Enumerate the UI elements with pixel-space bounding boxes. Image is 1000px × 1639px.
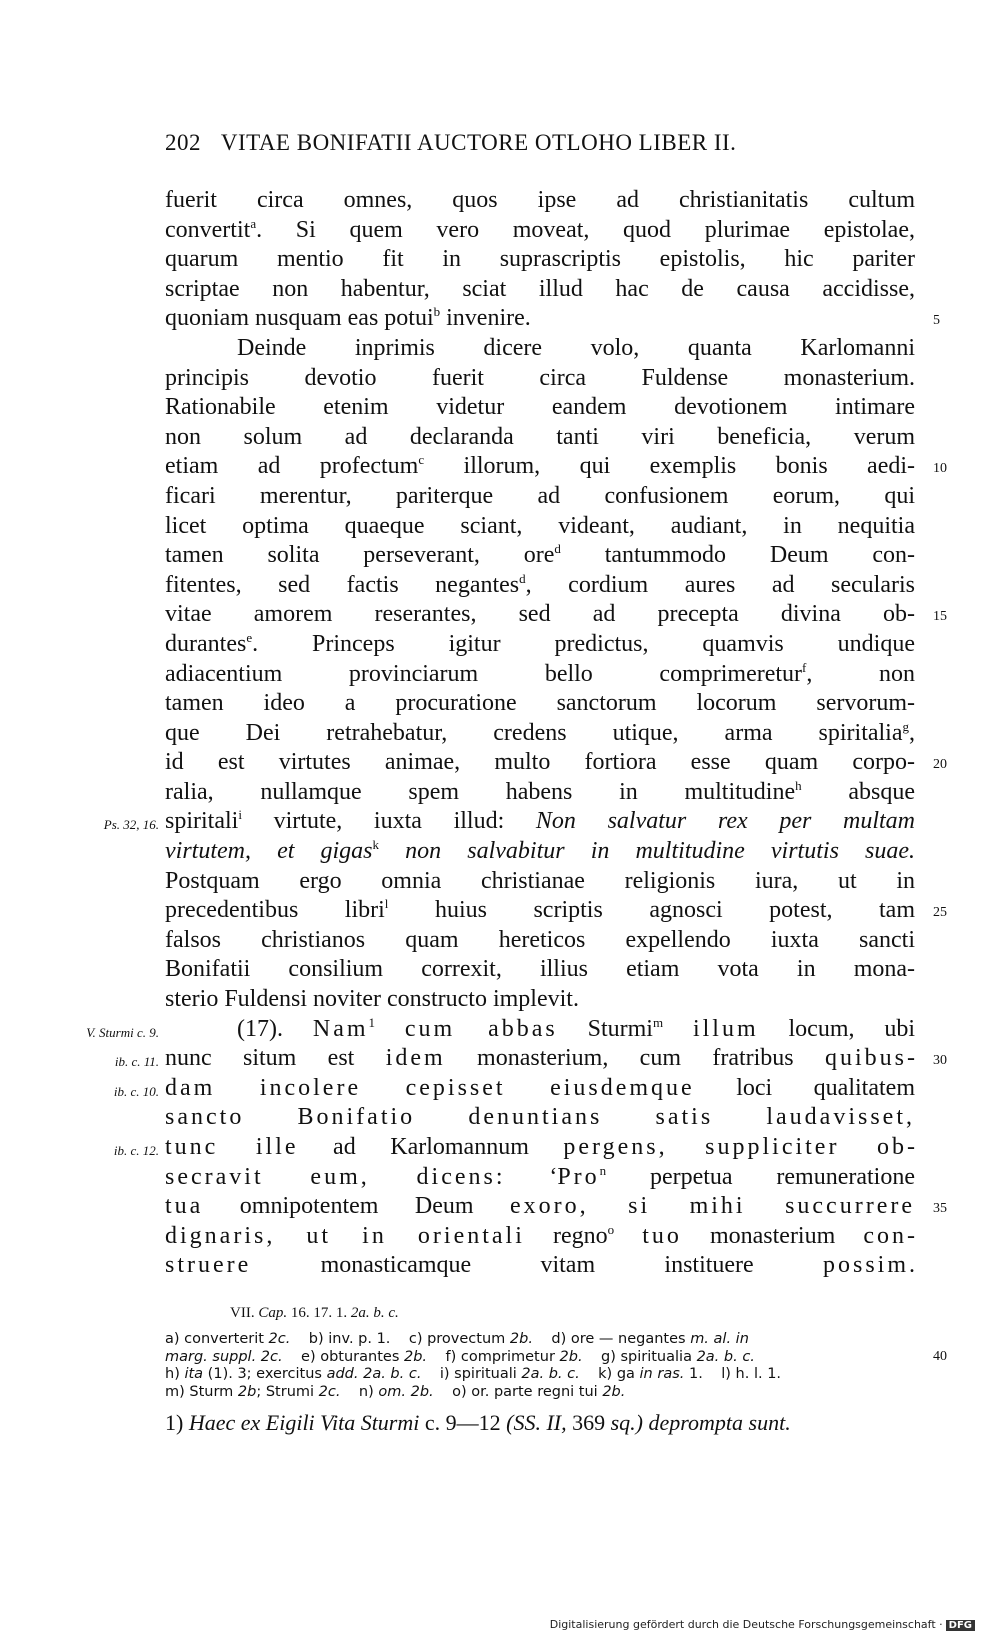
text-line bbox=[165, 334, 915, 364]
text-line bbox=[165, 867, 915, 897]
text-line bbox=[165, 364, 915, 394]
text-line bbox=[114, 1044, 947, 1074]
line-text: licet optima quaeque sciant, videant, audiant, in nequitia bbox=[165, 512, 915, 539]
apparatus-row: a) converterit 2c. b) inv. p. 1. c) provectum 2b. d) ore — negantes m. al. in bbox=[165, 1331, 749, 1347]
line-number: 15 bbox=[933, 609, 947, 625]
text-line bbox=[113, 1074, 915, 1104]
line-text: quarum mentio fit in suprascriptis epistolis, hic pariter bbox=[165, 246, 915, 273]
line-text: virtutem, et gigas$^k$ non salvabitur in multitudine virtutis suae. bbox=[165, 837, 916, 865]
line-text: id est virtutes animae, multo fortiora esse quam corpo- bbox=[165, 749, 915, 776]
footnote: 1) Haec ex Eigili Vita Sturmi c. 9—12 (SS. II, 369 sq.) deprompta sunt. bbox=[165, 1410, 791, 1435]
line-text: etiam ad profectum$^c$ illorum, qui exemplis bonis aedi- bbox=[165, 452, 916, 480]
line-text: sterio Fuldensi noviter constructo implevit. bbox=[165, 986, 579, 1013]
line-number: 35 bbox=[933, 1201, 947, 1217]
line-text: vitae amorem reserantes, sed ad precepta divina ob- bbox=[165, 601, 915, 628]
text-line bbox=[165, 1251, 915, 1281]
line-text: que Dei retrahebatur, credens utique, arma spiritalia$^g$, bbox=[165, 718, 915, 746]
line-text: Deinde inprimis dicere volo, quanta Karlomanni bbox=[237, 334, 915, 361]
text-line bbox=[165, 304, 940, 334]
text-line bbox=[165, 245, 915, 275]
margin-reference: Ps. 32, 16. bbox=[103, 817, 159, 833]
text-line bbox=[165, 541, 915, 571]
line-text: nunc situm est idem monasterium, cum fratribus quibus- bbox=[165, 1045, 916, 1072]
line-text: fitentes, sed factis negantes$^d$, cordium aures ad secularis bbox=[165, 570, 915, 598]
text-line bbox=[165, 1103, 915, 1133]
text-line bbox=[165, 660, 915, 690]
line-text: scriptae non habentur, sciat illud hac de causa accidisse, bbox=[165, 275, 915, 302]
line-text: dignaris, ut in orientali regno$^o$ tuo monasterium con- bbox=[165, 1221, 916, 1249]
line-text: Postquam ergo omnia christianae religionis iura, ut in bbox=[165, 867, 915, 894]
line-text: Rationabile etenim videtur eandem devotionem intimare bbox=[165, 394, 915, 421]
page-number: 202 bbox=[165, 130, 201, 155]
text-line bbox=[165, 748, 947, 778]
line-text: precedentibus libri$^l$ huius scriptis agnosci potest, tam bbox=[165, 896, 915, 924]
line-text: secravit eum, dicens: ‘Pro$^n$ perpetua remuneratione bbox=[165, 1162, 915, 1190]
line-text: quoniam nusquam eas potui$^b$ invenire. bbox=[165, 304, 531, 332]
text-line bbox=[165, 630, 915, 660]
text-line bbox=[165, 1192, 947, 1222]
digitization-footer bbox=[550, 1618, 975, 1631]
apparatus-row: h) ita (1). 3; exercitus add. 2a. b. c. i) spirituali 2a. b. c. k) ga in ras. 1. l) h. l. 1. bbox=[165, 1366, 782, 1382]
dfg-logo: DFG bbox=[946, 1620, 975, 1631]
line-number: 20 bbox=[933, 757, 947, 773]
text-line bbox=[165, 778, 915, 808]
footer-text: Digitalisierung gefördert durch die Deutsche Forschungsgemeinschaft · bbox=[549, 1618, 943, 1631]
apparatus-caption: VII. Cap. 16. 17. 1. 2a. b. c. bbox=[230, 1305, 399, 1321]
text-line bbox=[165, 216, 915, 246]
text-line bbox=[165, 837, 915, 867]
margin-reference: ib. c. 12. bbox=[113, 1143, 159, 1158]
running-title: VITAE BONIFATII AUCTORE OTLOHO LIBER II. bbox=[220, 130, 737, 155]
line-text: convertit$^a$. Si quem vero moveat, quod plurimae epistolae, bbox=[165, 215, 915, 243]
apparatus-row: m) Sturm 2b; Strumi 2c. n) om. 2b. o) or. parte regni tui 2b. bbox=[165, 1383, 626, 1400]
margin-reference: ib. c. 10. bbox=[113, 1083, 159, 1099]
line-text: tua omnipotentem Deum exoro, si mihi succurrere bbox=[165, 1193, 915, 1220]
text-line bbox=[165, 689, 915, 719]
text-line bbox=[165, 393, 915, 423]
line-number: 40 bbox=[933, 1348, 947, 1364]
text-line bbox=[165, 452, 947, 482]
line-text: spiritali$^i$ virtute, iuxta illud: Non salvatur rex per multam bbox=[165, 807, 915, 835]
text-line bbox=[165, 719, 915, 749]
text-line bbox=[165, 955, 915, 985]
text-line bbox=[165, 926, 915, 956]
text-line bbox=[113, 1133, 915, 1163]
text-line bbox=[103, 807, 915, 837]
line-text: fuerit circa omnes, quos ipse ad christianitatis cultum bbox=[165, 187, 915, 213]
line-text: tamen ideo a procuratione sanctorum locorum servorum- bbox=[165, 690, 915, 717]
apparatus-row: marg. suppl. 2c. e) obturantes 2b. f) comprimetur 2b. g) spiritualia 2a. b. c. bbox=[165, 1348, 755, 1365]
text-line bbox=[165, 985, 915, 1015]
text-line bbox=[165, 275, 915, 305]
text-line bbox=[165, 423, 915, 453]
line-text: Bonifatii consilium correxit, illius etiam vota in mona- bbox=[165, 956, 915, 983]
text-line bbox=[165, 482, 915, 512]
text-line bbox=[165, 571, 915, 601]
line-text: adiacentium provinciarum bello comprimeretur$^f$, non bbox=[165, 659, 915, 687]
margin-reference: V. Sturmi c. 9. bbox=[86, 1024, 159, 1040]
line-text: tunc ille ad Karlomannum pergens, suppliciter ob- bbox=[165, 1134, 915, 1160]
line-text: dam incolere cepisset eiusdemque loci qualitatem bbox=[165, 1074, 915, 1101]
line-number: 10 bbox=[933, 461, 947, 477]
line-text: tamen solita perseverant, ore$^d$ tantummodo Deum con- bbox=[165, 541, 915, 569]
text-line bbox=[165, 1163, 915, 1193]
line-text: struere monasticamque vitam instituere possim. bbox=[165, 1252, 915, 1279]
line-number: 25 bbox=[933, 905, 947, 921]
text-line bbox=[165, 896, 947, 926]
line-text: principis devotio fuerit circa Fuldense monasterium. bbox=[165, 364, 915, 391]
line-text: sancto Bonifatio denuntians satis laudavisset, bbox=[165, 1104, 915, 1131]
line-text: ralia, nullamque spem habens in multitudine$^h$ absque bbox=[165, 777, 915, 805]
text-line bbox=[165, 186, 915, 216]
main-text bbox=[86, 186, 947, 1281]
text-line bbox=[165, 512, 915, 542]
line-text: non solum ad declaranda tanti viri beneficia, verum bbox=[165, 423, 915, 450]
text-line bbox=[165, 1222, 915, 1252]
line-text: falsos christianos quam hereticos expellendo iuxta sancti bbox=[165, 926, 915, 953]
line-text: (17). Nam$^1$ cum abbas Sturmi$^m$ illum locum, ubi bbox=[237, 1014, 916, 1042]
margin-reference: ib. c. 11. bbox=[114, 1054, 159, 1070]
text-line bbox=[86, 1014, 916, 1045]
running-header bbox=[165, 130, 736, 156]
line-text: durantes$^e$. Princeps igitur predictus, quamvis undique bbox=[165, 629, 915, 657]
line-text: ficari merentur, pariterque ad confusionem eorum, qui bbox=[165, 482, 915, 509]
text-line bbox=[165, 600, 947, 630]
line-number: 30 bbox=[933, 1053, 947, 1069]
line-number: 5 bbox=[933, 313, 940, 329]
